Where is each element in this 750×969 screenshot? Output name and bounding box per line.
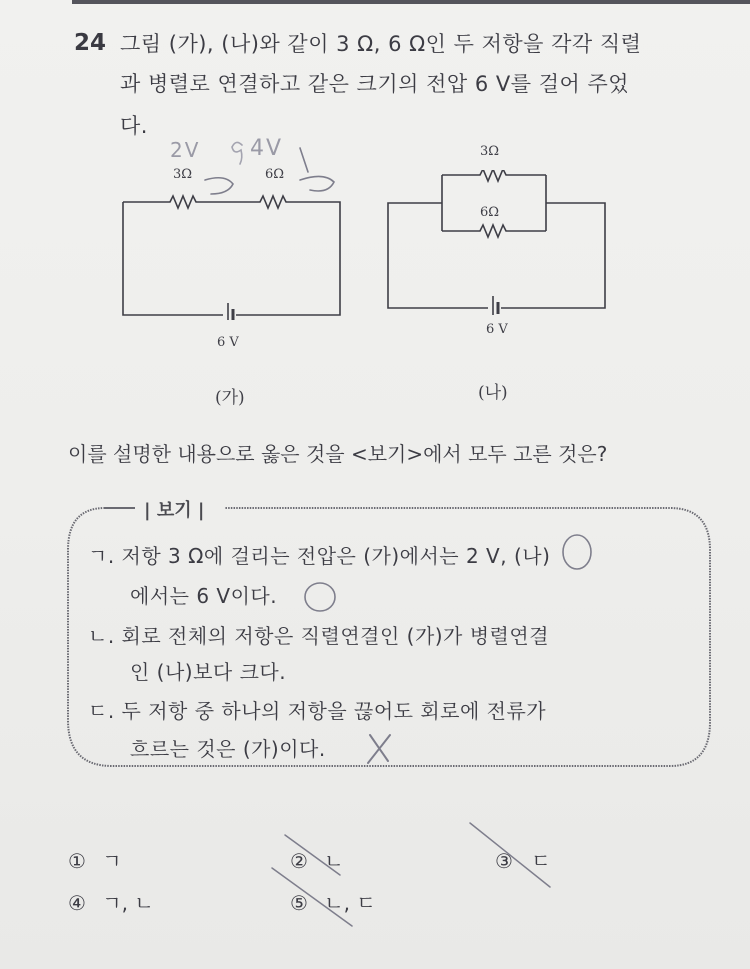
- series-voltage-label: 6 V: [217, 335, 239, 350]
- choice-4[interactable]: [68, 887, 154, 916]
- parallel-voltage-label: 6 V: [486, 322, 508, 337]
- choice-2-text: ㄴ: [324, 849, 344, 873]
- parallel-r2-label: 6Ω: [480, 205, 500, 220]
- choice-3[interactable]: [495, 845, 551, 874]
- question-line-1: 그림 (가), (나)와 같이 3 Ω, 6 Ω인 두 저항을 각각 직렬: [120, 32, 642, 56]
- bogi-item-1-line-1: [88, 540, 550, 569]
- choice-5-number: ⑤: [290, 891, 308, 915]
- choice-4-text: ㄱ, ㄴ: [102, 891, 154, 915]
- choice-5[interactable]: [290, 887, 376, 916]
- choice-5-text: ㄴ, ㄷ: [324, 891, 376, 915]
- series-circuit-diagram: [120, 185, 345, 320]
- parallel-circuit-diagram: [385, 170, 610, 315]
- choice-4-number: ④: [68, 891, 86, 915]
- bogi-item-3-line-2: 흐르는 것은 (가)이다.: [130, 737, 326, 761]
- bogi-item-3-line-1: [88, 695, 546, 724]
- choice-2-number: ②: [290, 849, 308, 873]
- parallel-r1-label: 3Ω: [480, 144, 500, 159]
- bogi-title: | 보기 |: [140, 496, 208, 522]
- handwritten-note-2v: 2V: [170, 138, 201, 162]
- bogi-title-text: 보기: [156, 500, 192, 521]
- handwritten-note-4v: 4V: [250, 136, 284, 161]
- bogi-item-2-line-2: 인 (나)보다 크다.: [130, 660, 287, 684]
- question-number: 24: [74, 30, 107, 56]
- choice-2[interactable]: [290, 845, 344, 874]
- bogi-item-2-text: 회로 전체의 저항은 직렬연결인 (가)가 병렬연결: [121, 624, 550, 648]
- choice-3-number: ③: [495, 849, 513, 873]
- question-line-3: 다.: [120, 114, 148, 138]
- series-r1-label: 3Ω: [173, 167, 193, 182]
- bogi-item-3-mark: ㄷ.: [88, 699, 115, 723]
- bogi-item-2-line-1: [88, 620, 549, 649]
- bogi-item-1-mark: ㄱ.: [88, 544, 115, 568]
- bogi-item-1-line-2: 에서는 6 V이다.: [130, 584, 278, 608]
- question-prompt: 이를 설명한 내용으로 옳은 것을 <보기>에서 모두 고른 것은?: [68, 442, 608, 466]
- bogi-item-3-text: 두 저항 중 하나의 저항을 끊어도 회로에 전류가: [121, 699, 547, 723]
- series-r2-label: 6Ω: [265, 167, 285, 182]
- choice-1[interactable]: [68, 845, 122, 874]
- bogi-item-1-text: 저항 3 Ω에 걸리는 전압은 (가)에서는 2 V, (나): [121, 544, 551, 568]
- top-rule: [72, 0, 750, 4]
- figure-caption-b: (나): [478, 383, 508, 403]
- bogi-item-2-mark: ㄴ.: [88, 624, 115, 648]
- choice-1-text: ㄱ: [102, 849, 122, 873]
- choice-3-text: ㄷ: [531, 849, 551, 873]
- figure-caption-a: (가): [215, 388, 245, 408]
- question-line-2: 과 병렬로 연결하고 같은 크기의 전압 6 V를 걸어 주었: [120, 72, 630, 96]
- choice-1-number: ①: [68, 849, 86, 873]
